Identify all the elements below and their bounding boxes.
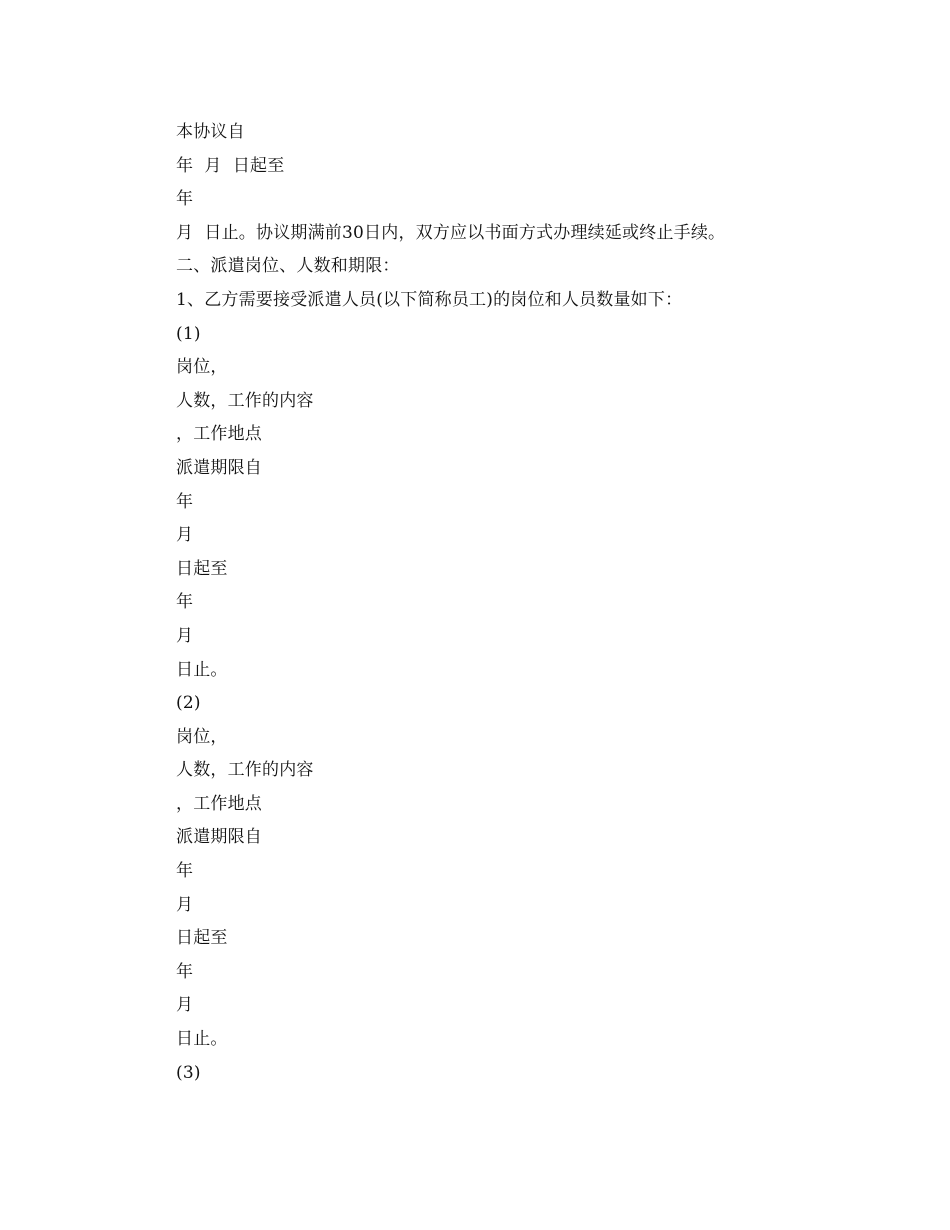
text-line-work-location: ，工作地点	[176, 793, 262, 814]
document-body	[176, 116, 826, 1090]
text-line-position: 岗位，	[176, 357, 228, 378]
text-line-year: 年	[176, 592, 194, 613]
text-line-dispatch-period: 派遣期限自	[176, 457, 262, 478]
text-line-year: 年	[176, 961, 194, 982]
section-heading-dispatch: 二、派遣岗位、人数和期限：	[176, 256, 400, 277]
text-line-day-end: 日止。	[176, 659, 228, 680]
text-line-year: 年	[176, 861, 194, 882]
text-line-renewal-clause: 月 日止。协议期满前30日内，双方应以书面方式办理续延或终止手续。	[176, 222, 726, 243]
text-line-year: 年	[176, 491, 194, 512]
text-line-month: 月	[176, 525, 194, 546]
text-line-month: 月	[176, 995, 194, 1016]
text-line-month: 月	[176, 894, 194, 915]
text-line-agreement-start: 本协议自	[176, 122, 245, 142]
text-line-day-to: 日起至	[176, 928, 228, 949]
text-line-position: 岗位，	[176, 726, 228, 747]
text-line-day-end: 日止。	[176, 1029, 228, 1050]
text-line-date-from: 年 月 日起至	[176, 155, 285, 176]
text-line-year: 年	[176, 189, 194, 210]
list-item-number-2: (2)	[176, 693, 201, 714]
text-line-day-to: 日起至	[176, 558, 228, 579]
list-item-number-3: (3)	[176, 1062, 201, 1083]
text-line-positions-intro: 1、乙方需要接受派遣人员(以下简称员工)的岗位和人员数量如下：	[176, 289, 683, 310]
text-line-headcount-content: 人数，工作的内容	[176, 390, 314, 411]
text-line-work-location: ，工作地点	[176, 424, 262, 445]
text-line-dispatch-period: 派遣期限自	[176, 827, 262, 848]
text-line-month: 月	[176, 625, 194, 646]
text-line-headcount-content: 人数，工作的内容	[176, 760, 314, 781]
list-item-number-1: (1)	[176, 323, 201, 344]
